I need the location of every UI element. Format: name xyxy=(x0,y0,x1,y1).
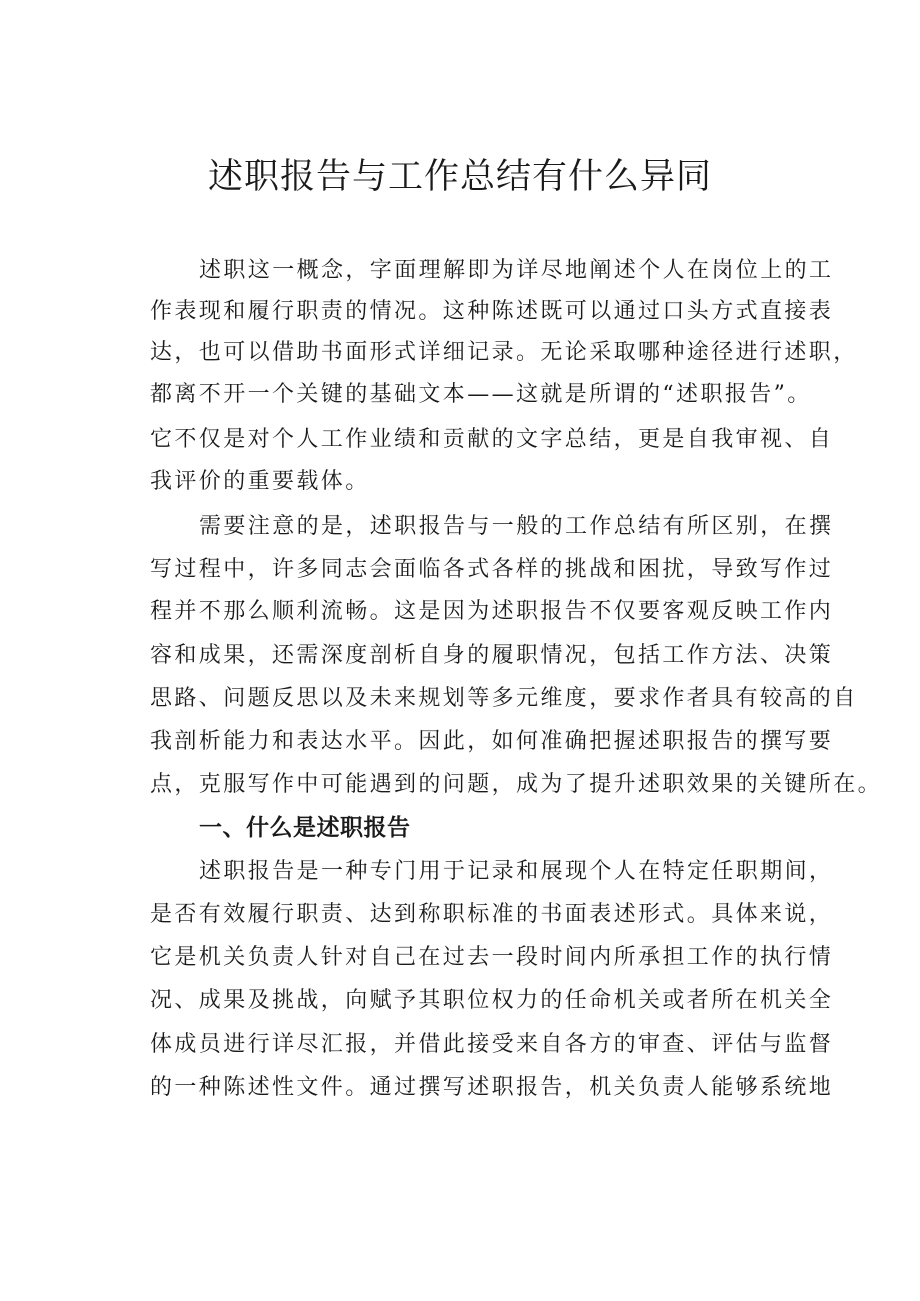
paragraph-line: 写过程中，许多同志会面临各式各样的挑战和困扰，导致写作过 xyxy=(150,557,834,582)
paragraph-line: 它不仅是对个人工作业绩和贡献的文字总结，更是自我审视、自 xyxy=(150,427,834,452)
paragraph-line: 思路、问题反思以及未来规划等多元维度，要求作者具有较高的自 xyxy=(150,686,858,711)
paragraph-line: 是否有效履行职责、达到称职标准的书面表述形式。具体来说， xyxy=(150,902,834,927)
paragraph-line: 的一种陈述性文件。通过撰写述职报告，机关负责人能够系统地 xyxy=(150,1075,834,1100)
paragraph-line: 程并不那么顺利流畅。这是因为述职报告不仅要客观反映工作内 xyxy=(150,599,834,624)
paragraph-line: 需要注意的是，述职报告与一般的工作总结有所区别，在撰 xyxy=(199,514,834,539)
paragraph-line: 述职这一概念，字面理解即为详尽地阐述个人在岗位上的工 xyxy=(199,258,834,283)
section-heading: 一、什么是述职报告 xyxy=(199,815,411,841)
paragraph-line: 我剖析能力和表达水平。因此，如何准确把握述职报告的撰写要 xyxy=(150,729,834,754)
paragraph-line: 体成员进行详尽汇报，并借此接受来自各方的审查、评估与监督 xyxy=(150,1032,834,1057)
paragraph-line: 达，也可以借助书面形式详细记录。无论采取哪种途径进行述职， xyxy=(150,340,858,365)
paragraph-line: 容和成果，还需深度剖析自身的履职情况，包括工作方法、决策 xyxy=(150,643,834,668)
paragraph-line: 都离不开一个关键的基础文本——这就是所谓的“述职报告”。 xyxy=(150,382,812,407)
paragraph-line: 作表现和履行职责的情况。这种陈述既可以通过口头方式直接表 xyxy=(150,299,834,324)
paragraph-line: 况、成果及挑战，向赋予其职位权力的任命机关或者所在机关全 xyxy=(150,988,834,1013)
paragraph-line: 它是机关负责人针对自己在过去一段时间内所承担工作的执行情 xyxy=(150,945,834,970)
paragraph-line: 我评价的重要载体。 xyxy=(150,469,370,494)
document-title: 述职报告与工作总结有什么异同 xyxy=(207,157,712,197)
paragraph-line: 点，克服写作中可能遇到的问题，成为了提升述职效果的关键所在。 xyxy=(150,772,883,797)
paragraph-line: 述职报告是一种专门用于记录和展现个人在特定任职期间， xyxy=(199,859,834,884)
